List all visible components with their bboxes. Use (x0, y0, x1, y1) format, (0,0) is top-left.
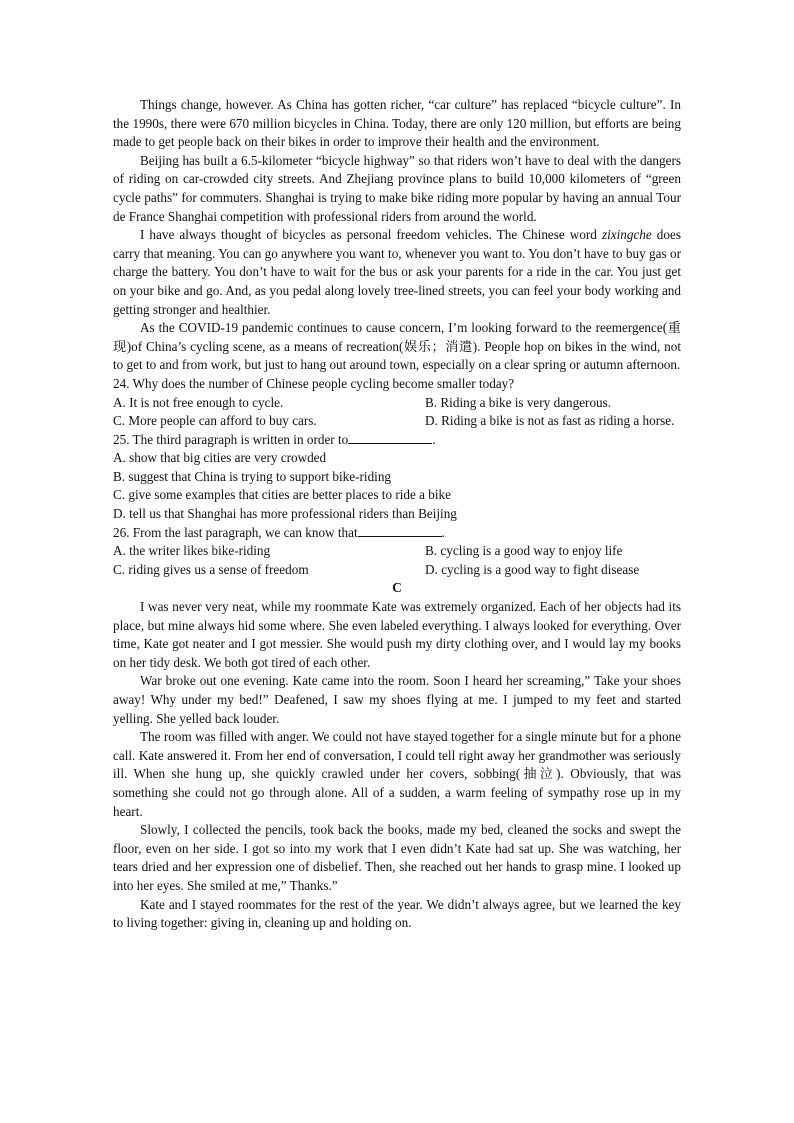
option-b: B. cycling is a good way to enjoy life (425, 543, 623, 559)
italic-word: zixingche (601, 227, 652, 243)
option-d: D. tell us that Shanghai has more professional riders than Beijing (113, 506, 457, 522)
question-stem-text: 26. From the last paragraph, we can know that (113, 524, 358, 540)
question-26 (113, 524, 681, 580)
passage-b-paragraph-1: Things change, however. As China has gotten richer, “car culture” has replaced “bicycle culture”. In the 1990s, there were 670 million bicycles in China. Today, there are only 120 million, but efforts are being made to get people back on their bikes in order to improve their health and the environment. (113, 97, 681, 150)
option-d: D. cycling is a good way to fight disease (425, 561, 640, 577)
answer-blank (348, 431, 432, 444)
option-a: A. show that big cities are very crowded (113, 450, 327, 466)
passage-c-paragraph-5: Kate and I stayed roommates for the rest of the year. We didn’t always agree, but we learned the key to living together: giving in, cleaning up and holding on. (113, 896, 681, 931)
question-25 (113, 431, 681, 524)
option-a: A. the writer likes bike-riding (113, 543, 271, 559)
passage-b-paragraph-4: As the COVID-19 pandemic continues to cause concern, I’m looking forward to the reemergence(重现)of China’s cycling scene, as a means of recreation(娱乐；消遣). People hop on bikes in the wind, not to get to and from work, but just to hang out around town, especially on a clear spring or autumn afternoon. (113, 320, 681, 373)
passage-b-paragraph-3 (113, 226, 681, 319)
question-stem-text: 25. The third paragraph is written in order to (113, 431, 349, 447)
passage-b-paragraph-2: Beijing has built a 6.5-kilometer “bicycle highway” so that riders won’t have to deal with the dangers of riding on car-crowded city streets. And Zhejiang province plans to build 10,000 kilometers of “green cycle paths” for commuters. Shanghai is trying to make bike riding more popular by having an annual Tour de France Shanghai competition with professional riders from around the world. (113, 152, 681, 224)
paragraph-text: does carry that meaning. You can go anywhere you want to, whenever you want to. You don’t have to buy gas or charge the battery. You don’t have to wait for the bus or ask your parents for a ride in the car. You just get on your bike and go. And, as you pedal along lovely tree-lined streets, you can feel your body working and getting stronger and healthier. (113, 227, 681, 317)
question-options (113, 449, 681, 523)
document-page (113, 96, 681, 933)
question-stem: 26. From the last paragraph, we can know that . (113, 524, 445, 540)
answer-blank (358, 524, 442, 537)
option-b: B. suggest that China is trying to support bike-riding (113, 468, 392, 484)
option-b: B. Riding a bike is very dangerous. (425, 394, 612, 410)
option-a: A. It is not free enough to cycle. (113, 394, 284, 410)
option-d: D. Riding a bike is not as fast as riding a horse. (425, 413, 675, 429)
paragraph-text: I have always thought of bicycles as personal freedom vehicles. The Chinese word (140, 227, 602, 243)
passage-c-paragraph-2: War broke out one evening. Kate came into the room. Soon I heard her screaming,” Take your shoes away! Why under my bed!” Deafened, I saw my shoes flying at me. I jumped to my feet and started yelling. She yelled back louder. (113, 673, 681, 726)
passage-c-paragraph-1: I was never very neat, while my roommate Kate was extremely organized. Each of her objects had its place, but mine always hid some where. She even labeled everything. I always looked for everything. Over time, Kate got neater and I got messier. She would push my dirty clothing over, and I would lay my books on her tidy desk. We both got tired of each other. (113, 599, 681, 670)
option-c: C. More people can afford to buy cars. (113, 413, 317, 429)
passage-c-paragraph-4: Slowly, I collected the pencils, took back the books, made my bed, cleaned the socks and swept the floor, even on her side. I got so into my work that I even didn’t Kate had sat up. She was watching, her tears dried and her expression one of disbelief. Then, she reached out her hands to grasp mine. I looked up into her eyes. She smiled at me,” Thanks.” (113, 822, 681, 893)
question-24 (113, 375, 681, 431)
question-stem: 25. The third paragraph is written in order to . (113, 431, 436, 447)
passage-c-paragraph-3: The room was filled with anger. We could not have stayed together for a single minute but for a phone call. Kate answered it. From her end of conversation, I could tell right away her grandmother was seriously ill. When she hung up, she quickly crawled under her covers, sobbing(抽泣). Obviously, that was something she could not go through alone. All of a sudden, a warm feeling of sympathy rose up in my heart. (113, 729, 681, 819)
option-c: C. riding gives us a sense of freedom (113, 561, 309, 577)
question-stem: 24. Why does the number of Chinese people cycling become smaller today? (113, 375, 515, 391)
section-c-heading: C (392, 580, 402, 596)
option-c: C. give some examples that cities are better places to ride a bike (113, 487, 451, 503)
question-options (113, 394, 681, 431)
question-options (113, 542, 681, 579)
